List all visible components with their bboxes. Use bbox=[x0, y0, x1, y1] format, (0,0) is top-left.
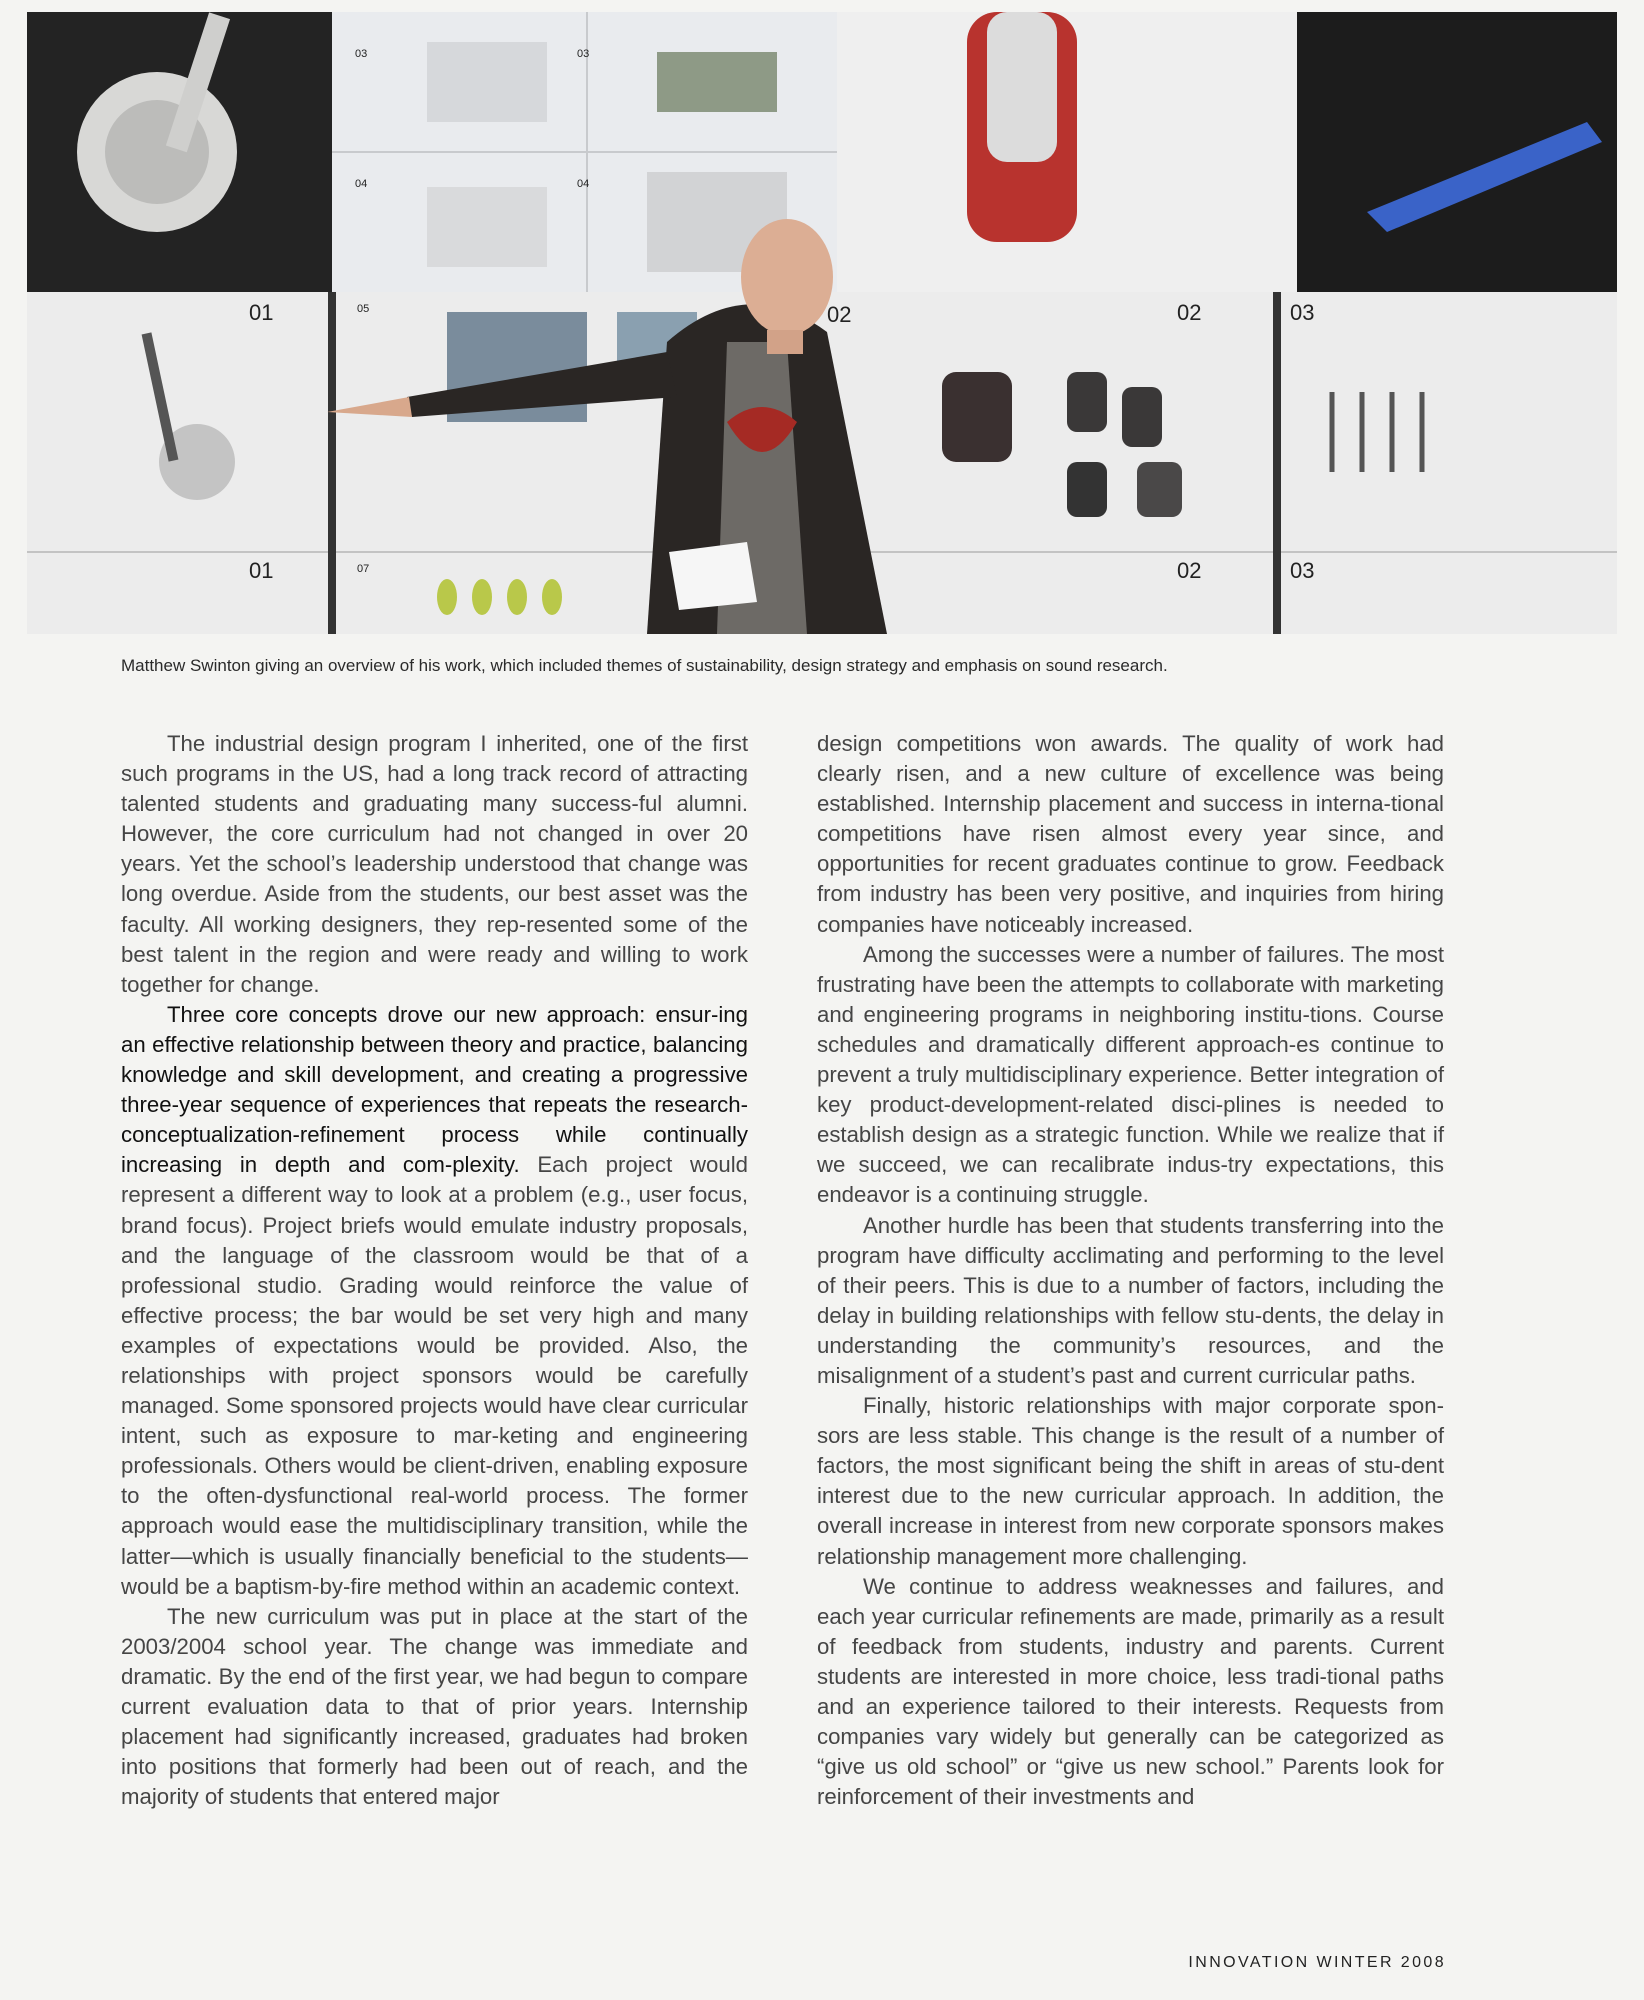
panel-number: 03 bbox=[1290, 300, 1315, 325]
paragraph-text: Each project would represent a different way to look at a problem (e.g., user focus, brand focus). Project briefs would emulate industry proposals, and the language of the classroom would be that of a professional studio. Grading would reinforce the value of effective process; the bar would be set very high and many examples of expectations would be provided. Also, the relationships with project sponsors would be carefully managed. Some sponsored projects would have clear curricular intent, such as exposure to mar-keting and engineering professionals. Others would be client-driven, enabling exposure to the often-dysfunctional real-world process. The former approach would ease the multidisciplinary transition, while the latter—which is usually financially beneficial to the students—would be a baptism-by-fire method within an academic context. bbox=[121, 1152, 748, 1599]
panel-number: 03 bbox=[577, 48, 590, 60]
panel-number: 02 bbox=[1177, 300, 1202, 325]
paragraph: Finally, historic relationships with major corporate spon-sors are less stable. This change is the result of a number of factors, the most significant being the shift in areas of stu-dent interest due to the new curricular approach. In addition, the overall increase in interest from new corporate sponsors makes relationship management more challenging. bbox=[817, 1393, 1444, 1569]
paragraph: The new curriculum was put in place at the start of the 2003/2004 school year. The change was immediate and dramatic. By the end of the first year, we had begun to compare current evaluation data to that of prior years. Internship placement had significantly increased, graduates had broken into positions that formerly had been out of reach, and the majority of students that entered major bbox=[121, 1603, 748, 1810]
panel-number: 04 bbox=[577, 178, 590, 190]
panel-number: 04 bbox=[355, 178, 368, 190]
panel-number: 02 bbox=[1177, 558, 1202, 583]
page-footer: INNOVATION WINTER 2008 bbox=[1188, 1954, 1446, 1971]
paragraph bbox=[121, 1000, 748, 1602]
body-column-left bbox=[121, 729, 748, 1812]
panel-number: 03 bbox=[1290, 558, 1315, 583]
paragraph: We continue to address weaknesses and failures, and each year curricular refinements are made, primarily as a result of feedback from students, industry and parents. Current students are interested in more choice, less tradi-tional paths and an experience tailored to their interests. Requests from companies vary widely but generally can be categorized as “give us old school” or “give us new school.” Parents look for reinforcement of their investments and bbox=[817, 1573, 1444, 1810]
paragraph: Another hurdle has been that students transferring into the program have difficulty acclimating and performing to the level of their peers. This is due to a number of factors, including the delay in building relationships with fellow stu-dents, the delay in understanding the community’s resources, and the misalignment of a student’s past and current curricular paths. bbox=[817, 1212, 1444, 1388]
panel-number: 01 bbox=[249, 300, 274, 325]
panel-number: 02 bbox=[827, 302, 852, 327]
panel-number: 07 bbox=[357, 563, 370, 575]
panel-number: 01 bbox=[249, 558, 274, 583]
photo-caption: Matthew Swinton giving an overview of his work, which included themes of sustainability, design strategy and emphasis on sound research. bbox=[121, 656, 1168, 675]
paragraph: The industrial design program I inherited, one of the first such programs in the US, had a long track record of attracting talented students and graduating many success-ful alumni. However, the core curriculum had not changed in over 20 years. Yet the school’s leadership understood that change was long overdue. Aside from the students, our best asset was the faculty. All working designers, they rep-resented some of the best talent in the region and were ready and willing to work together for change. bbox=[121, 731, 748, 997]
panel-number: 03 bbox=[355, 48, 368, 60]
lead-sentence: Three core concepts drove our new approach: ensur-ing an effective relationship between theory and practice, balancing knowledge and skill development, and creating a progressive three-year sequence of experiences that repeats the research-conceptualization-refinement process while continually increasing in depth and com-plexity. bbox=[121, 1001, 748, 1178]
paragraph: Among the successes were a number of failures. The most frustrating have been the attempts to collaborate with marketing and engineering programs in neighboring institu-tions. Course schedules and dramatically different approach-es continue to prevent a truly multidisciplinary experience. Better integration of key product-development-related disci-plines is needed to establish design as a strategic function. While we realize that if we succeed, we can recalibrate indus-try expectations, this endeavor is a continuing struggle. bbox=[817, 941, 1444, 1208]
paragraph: design competitions won awards. The quality of work had clearly risen, and a new culture of excellence was being established. Internship placement and success in interna-tional competitions have risen almost every year since, and opportunities for recent graduates continue to grow. Feedback from industry has been very positive, and inquiries from hiring companies have noticeably increased. bbox=[817, 731, 1444, 937]
panel-number: 05 bbox=[357, 303, 370, 315]
feature-photo bbox=[27, 12, 1617, 634]
body-column-right bbox=[817, 729, 1444, 1812]
